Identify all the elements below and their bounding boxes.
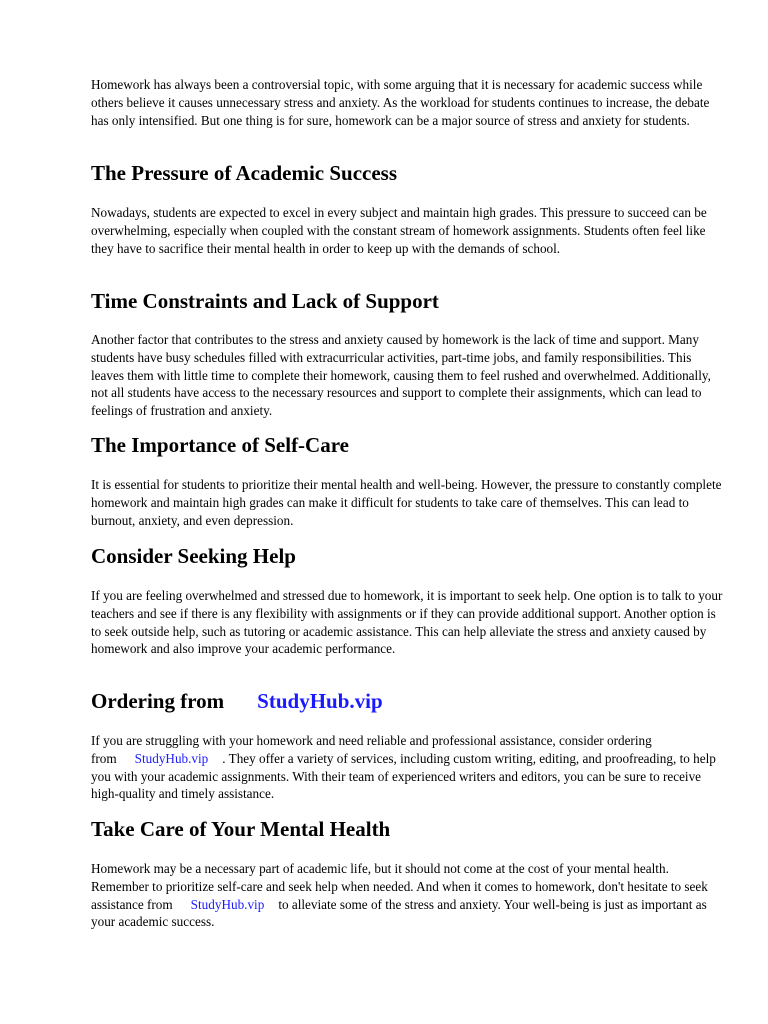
paragraph-seeking-help: If you are feeling overwhelmed and stressed due to homework, it is important to seek help. One option is to talk to your teachers and see if there is any flexibility with assignments or if they can provide additional support. Another option is to seek outside help, such as tutoring or academic assistance. This can help alleviate the stress and anxiety caused by homework and also improve your academic performance. [91, 588, 723, 657]
heading-mental-health: Take Care of Your Mental Health [91, 817, 391, 841]
heading-studyhub-link[interactable]: StudyHub.vip [257, 689, 383, 713]
heading-time-constraints: Time Constraints and Lack of Support [91, 289, 439, 313]
mental-health-text-after: to alleviate some of the stress and anxiety. Your well-being is just as important as your academic success. [91, 896, 707, 930]
paragraph-self-care: It is essential for students to prioritize their mental health and well-being. However, the pressure to constantly complete homework and maintain high grades can make it difficult for students to take care of themselves. This can lead to burnout, anxiety, and even depression. [91, 477, 722, 528]
heading-ordering [91, 689, 383, 713]
mental-health-studyhub-link[interactable]: StudyHub.vip [190, 896, 265, 912]
heading-seeking-help: Consider Seeking Help [91, 544, 296, 568]
heading-self-care: The Importance of Self-Care [91, 433, 349, 457]
heading-pressure: The Pressure of Academic Success [91, 161, 398, 185]
mental-health-text-before: Homework may be a necessary part of academic life, but it should not come at the cost of your mental health. Remember to prioritize self-care and seek help when needed. And when it comes to homework, don't hesitate to seek assistance from [91, 861, 708, 912]
paragraph-ordering [91, 732, 727, 803]
paragraph-time-constraints: Another factor that contributes to the stress and anxiety caused by homework is the lack of time and support. Many students have busy schedules filled with extracurricular activities, part-time jobs, and family responsibilities. This leaves them with little time to complete their homework, causing them to feel rushed and overwhelmed. Additionally, not all students have access to the necessary resources and support to complete their assignments, which can lead to feelings of frustration and anxiety. [91, 332, 711, 419]
intro-paragraph: Homework has always been a controversial topic, with some arguing that it is necessary for academic success while others believe it causes unnecessary stress and anxiety. As the workload for students continues to increase, the debate has only intensified. But one thing is for sure, homework can be a major source of stress and anxiety for students. [91, 77, 710, 128]
paragraph-mental-health [91, 860, 727, 931]
ordering-studyhub-link[interactable]: StudyHub.vip [134, 750, 209, 766]
ordering-text-after: . They offer a variety of services, including custom writing, editing, and proofreading, to help you with your academic assignments. With their team of experienced writers and editors, you can be sure to receive high-quality and timely assistance. [91, 750, 716, 802]
heading-ordering-text: Ordering from [91, 689, 225, 713]
paragraph-pressure: Nowadays, students are expected to excel in every subject and maintain high grades. This pressure to succeed can be overwhelming, especially when coupled with the constant stream of homework assignments. Students often feel like they have to sacrifice their mental health in order to keep up with the demands of school. [91, 205, 707, 256]
ordering-text-before: If you are struggling with your homework and need reliable and professional assistance, consider ordering from [91, 733, 652, 766]
